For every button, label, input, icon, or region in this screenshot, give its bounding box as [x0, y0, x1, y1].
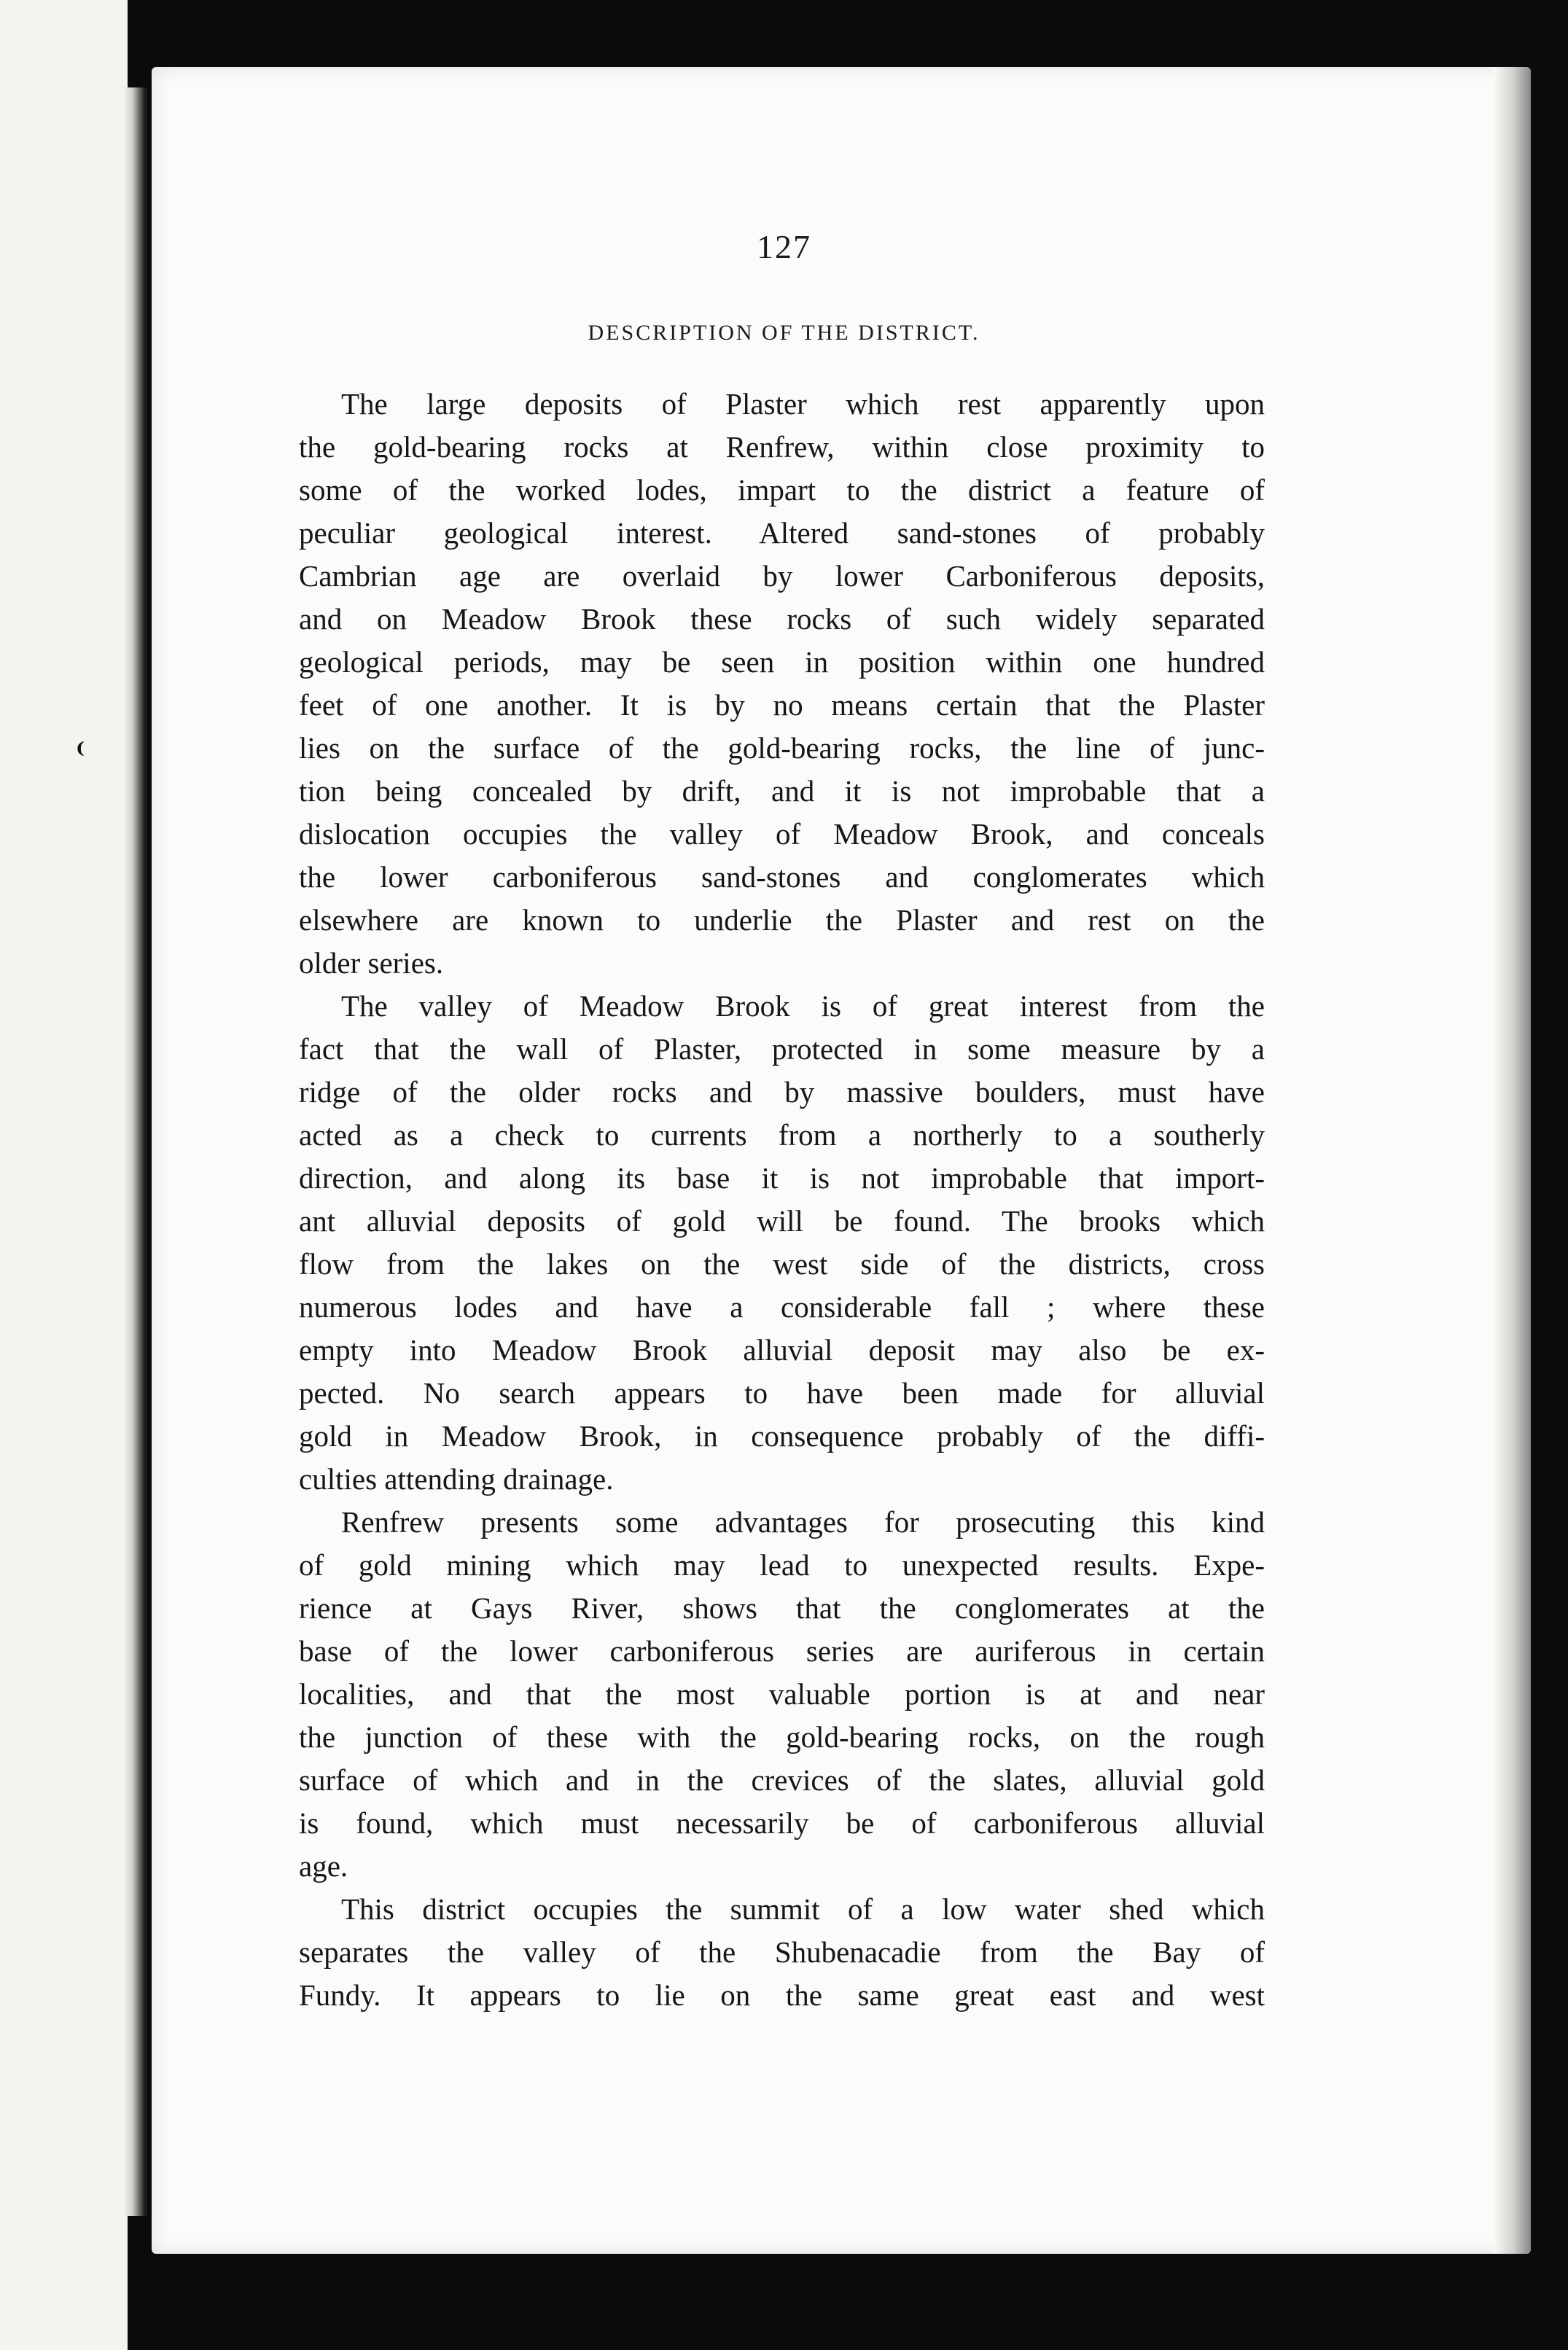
text-line: localities, and that the most valuable portion is at and near: [299, 1677, 1265, 1711]
text-line: and on Meadow Brook these rocks of such widely separated: [299, 602, 1265, 636]
text-line: geological periods, may be seen in position within one hundred: [299, 645, 1265, 679]
section-heading: DESCRIPTION OF THE DISTRICT.: [588, 321, 980, 345]
text-line: tion being concealed by drift, and it is not improbable that a: [299, 774, 1265, 808]
text-line: the junction of these with the gold-bearing rocks, on the rough: [299, 1720, 1265, 1754]
text-line: the gold-bearing rocks at Renfrew, within close proximity to: [299, 430, 1265, 464]
text-line: is found, which must necessarily be of carboniferous alluvial: [299, 1806, 1265, 1840]
text-line: of gold mining which may lead to unexpected results. Expe-: [299, 1548, 1265, 1582]
text-line: the lower carboniferous sand-stones and conglomerates which: [299, 860, 1265, 894]
text-line: separates the valley of the Shubenacadie from the Bay of: [299, 1935, 1265, 1969]
text-line: peculiar geological interest. Altered sand-stones of probably: [299, 516, 1265, 550]
text-line: pected. No search appears to have been made for alluvial: [299, 1376, 1265, 1410]
paragraph: [299, 985, 1265, 1501]
body-text: [299, 383, 1265, 2017]
text-line: ant alluvial deposits of gold will be found. The brooks which: [299, 1204, 1265, 1238]
text-line: feet of one another. It is by no means certain that the Plaster: [299, 688, 1265, 722]
text-line: numerous lodes and have a considerable fall ; where these: [299, 1290, 1265, 1324]
text-line: surface of which and in the crevices of the slates, alluvial gold: [299, 1763, 1265, 1797]
text-line: lies on the surface of the gold-bearing rocks, the line of junc-: [299, 731, 1265, 765]
paragraph: [299, 383, 1265, 985]
paragraph: [299, 1888, 1265, 2017]
text-line: older series.: [299, 946, 444, 980]
margin-mark: ⁽: [76, 737, 85, 770]
text-line: gold in Meadow Brook, in consequence probably of the diffi-: [299, 1419, 1265, 1453]
text-line: acted as a check to currents from a northerly to a southerly: [299, 1118, 1265, 1152]
right-page-edge: [1493, 67, 1531, 2254]
text-line: Renfrew presents some advantages for prosecuting this kind: [341, 1505, 1265, 1539]
paragraph: [299, 1501, 1265, 1888]
text-line: The large deposits of Plaster which rest apparently upon: [341, 387, 1265, 421]
text-line: base of the lower carboniferous series are auriferous in certain: [299, 1634, 1265, 1668]
text-line: some of the worked lodes, impart to the district a feature of: [299, 473, 1265, 507]
text-line: The valley of Meadow Brook is of great interest from the: [341, 989, 1265, 1023]
text-line: fact that the wall of Plaster, protected in some measure by a: [299, 1032, 1265, 1066]
text-line: empty into Meadow Brook alluvial deposit may also be ex-: [299, 1333, 1265, 1367]
text-line: age.: [299, 1849, 348, 1883]
text-line: rience at Gays River, shows that the conglomerates at the: [299, 1591, 1265, 1625]
left-page-margin: [0, 0, 128, 2350]
text-line: flow from the lakes on the west side of the districts, cross: [299, 1247, 1265, 1281]
left-page-gutter: [122, 87, 147, 2216]
text-line: elsewhere are known to underlie the Plaster and rest on the: [299, 903, 1265, 937]
text-line: ridge of the older rocks and by massive boulders, must have: [299, 1075, 1265, 1109]
text-line: Fundy. It appears to lie on the same great east and west: [299, 1978, 1265, 2012]
text-line: culties attending drainage.: [299, 1462, 614, 1496]
page-number: 127: [757, 228, 811, 265]
text-line: Cambrian age are overlaid by lower Carboniferous deposits,: [299, 559, 1265, 593]
text-line: dislocation occupies the valley of Meadow Brook, and conceals: [299, 817, 1265, 851]
text-line: direction, and along its base it is not improbable that import-: [299, 1161, 1265, 1195]
text-line: This district occupies the summit of a low water shed which: [341, 1892, 1265, 1926]
